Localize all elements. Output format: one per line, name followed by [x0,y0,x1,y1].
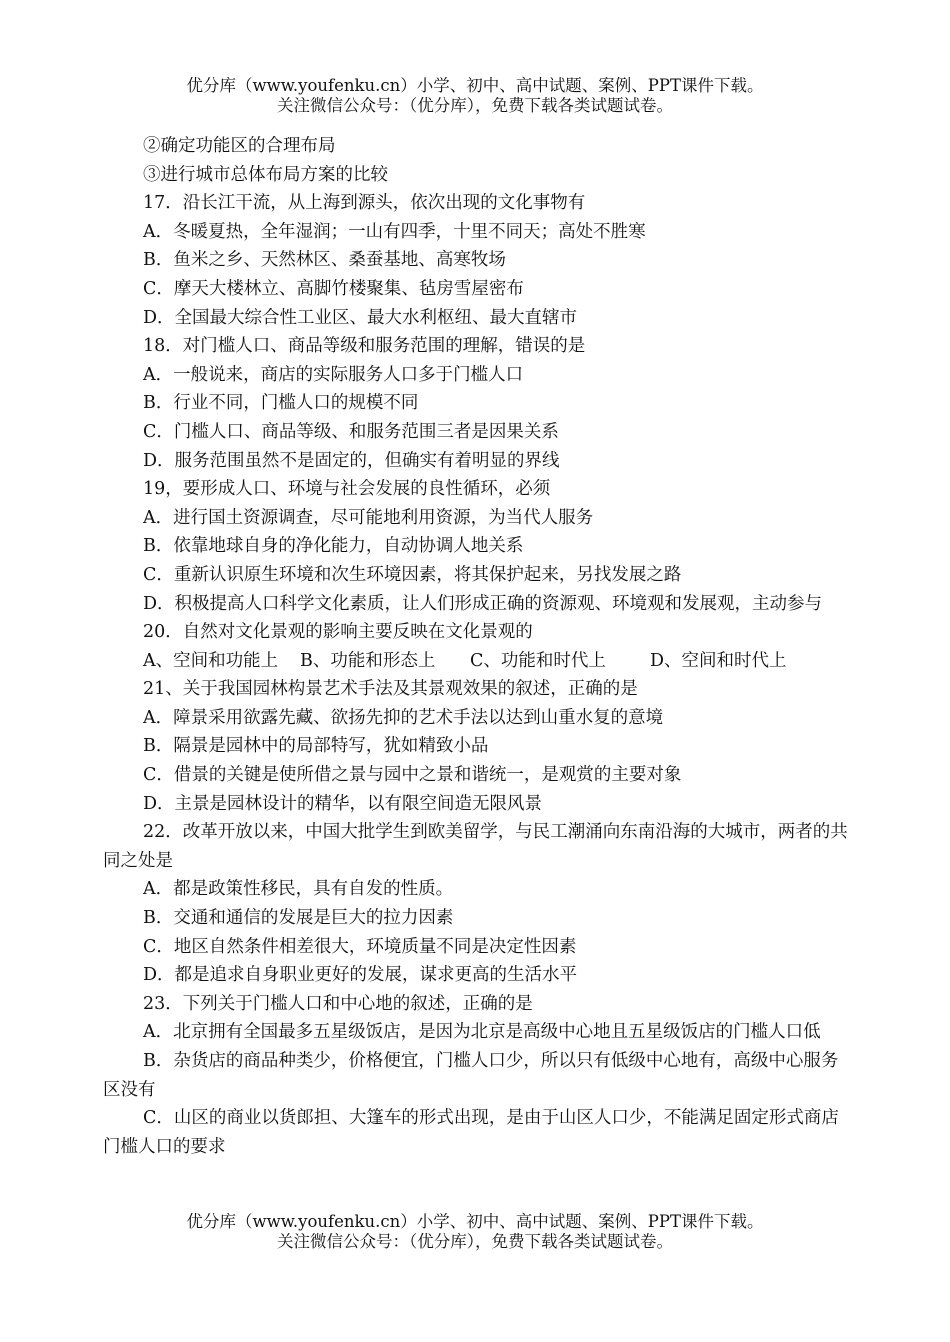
header-line-1: 优分库（www.youfenku.cn）小学、初中、高中试题、案例、PPT课件下载。 [186,76,764,95]
option-line: D．都是追求自身职业更好的发展，谋求更高的生活水平 [143,965,578,986]
option-line: D．全国最大综合性工业区、最大水利枢纽、最大直辖市 [143,307,578,328]
document-body [103,132,853,1161]
text-line: ③进行城市总体布局方案的比较 [143,164,388,185]
option-line: A．都是政策性移民，具有自发的性质。 [143,879,454,900]
option-line: B．行业不同，门槛人口的规模不同 [143,393,419,414]
option-line: C．重新认识原生环境和次生环境因素，将其保护起来，另找发展之路 [143,564,682,585]
option-line: A．一般说来，商店的实际服务人口多于门槛人口 [143,364,524,385]
option-line: C．摩天大楼林立、高脚竹楼聚集、毡房雪屋密布 [143,278,524,299]
question-17: 17．沿长江干流，从上海到源头，依次出现的文化事物有 [143,193,586,214]
option-line: B．依靠地球自身的净化能力，自动协调人地关系 [143,536,524,557]
option-line: C．门槛人口、商品等级、和服务范围三者是因果关系 [143,421,559,442]
option-line: B．交通和通信的发展是巨大的拉力因素 [143,908,454,929]
question-19: 19，要形成人口、环境与社会发展的良性循环，必须 [143,479,551,500]
question-21: 21、关于我国园林构景艺术手法及其景观效果的叙述，正确的是 [143,679,638,700]
footer-line-1: 优分库（www.youfenku.cn）小学、初中、高中试题、案例、PPT课件下载。 [186,1212,764,1231]
q20-option-b: B、功能和形态上 [300,650,436,671]
footer-line-2: 关注微信公众号：（优分库），免费下载各类试题试卷。 [277,1232,673,1251]
q20-option-d: D、空间和时代上 [650,650,787,671]
option-line: D．服务范围虽然不是固定的，但确实有着明显的界线 [143,450,560,471]
option-line: A．障景采用欲露先藏、欲扬先抑的艺术手法以达到山重水复的意境 [143,707,664,728]
page-header [0,76,950,116]
question-18: 18．对门槛人口、商品等级和服务范围的理解，错误的是 [143,336,586,357]
question-20: 20．自然对文化景观的影响主要反映在文化景观的 [143,622,533,643]
option-line: D．积极提高人口科学文化素质，让人们形成正确的资源观、环境观和发展观，主动参与 [143,593,823,614]
option-line: A．北京拥有全国最多五星级饭店，是因为北京是高级中心地且五星级饭店的门槛人口低 [143,1022,821,1043]
option-line: C．山区的商业以货郎担、大篷车的形式出现，是由于山区人口少，不能满足固定形式商店门槛人口的要求 [103,1108,839,1157]
option-line: C．地区自然条件相差很大，环境质量不同是决定性因素 [143,936,577,957]
q20-option-c: C、功能和时代上 [470,650,606,671]
option-line: B．隔景是园林中的局部特写，犹如精致小品 [143,736,489,757]
option-line: C．借景的关键是使所借之景与园中之景和谐统一，是观赏的主要对象 [143,765,682,786]
option-line: A．进行国土资源调查，尽可能地利用资源，为当代人服务 [143,507,594,528]
question-23: 23．下列关于门槛人口和中心地的叙述，正确的是 [143,993,533,1014]
question-22: 22．改革开放以来，中国大批学生到欧美留学，与民工潮涌向东南沿海的大城市，两者的共同之处是 [103,822,848,871]
q20-options [103,647,853,676]
q20-option-a: A、空间和功能上 [143,650,279,671]
option-line: D．主景是园林设计的精华，以有限空间造无限风景 [143,793,543,814]
option-line: B．鱼米之乡、天然林区、桑蚕基地、高寒牧场 [143,250,506,271]
header-line-2: 关注微信公众号：（优分库），免费下载各类试题试卷。 [277,96,673,115]
text-line: ②确定功能区的合理布局 [143,136,336,156]
option-line: A．冬暖夏热，全年湿润；一山有四季，十里不同天；高处不胜寒 [143,221,646,242]
option-line: B．杂货店的商品种类少，价格便宜，门槛人口少，所以只有低级中心地有，高级中心服务区没有 [103,1051,839,1100]
page-footer [0,1212,950,1252]
